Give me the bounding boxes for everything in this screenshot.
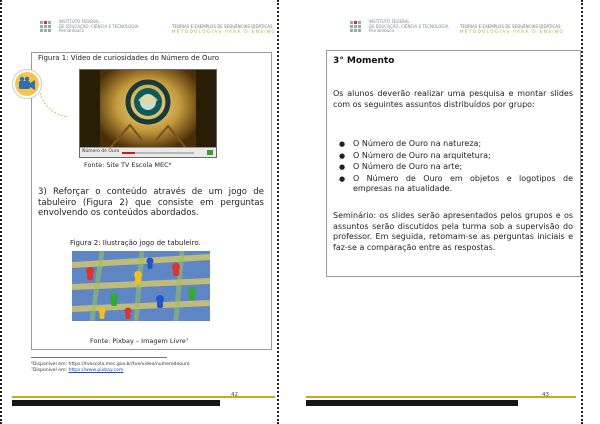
pixbay-link[interactable]: https://www.pixbay.com — [68, 368, 124, 373]
figure2-source: Fonte: Pixbay – Imagem Livre⁷ — [90, 337, 189, 345]
item3-text: 3) Reforçar o conteúdo através de um jogo de tabuleiro (Figura 2) que consiste em perguntas envolvendo os conteúdos abordados. — [38, 187, 264, 218]
figure2-caption: Figura 2: Ilustração jogo de tabuleiro. — [70, 239, 201, 247]
institution-logo — [40, 21, 56, 35]
board-game-photo — [72, 251, 210, 321]
video-progress-bar[interactable] — [122, 152, 194, 154]
institution-name — [369, 20, 448, 34]
institution-logo — [350, 21, 366, 35]
footer-bar — [306, 400, 518, 406]
institution-name — [59, 20, 138, 34]
figure1-caption: Figura 1: Vídeo de curiosidades do Número de Ouro — [38, 54, 219, 62]
book-subtitle: METODOLOGIAS PARA O ENSINO — [460, 29, 565, 34]
book-title-line: TEORIAS E EXEMPLOS DE SEQUÊNCIAS DIDÁTICAS — [172, 24, 273, 29]
video-progress-fill — [122, 152, 135, 154]
left-page — [0, 0, 289, 424]
video-controls — [80, 147, 216, 157]
book-title-line: TEORIAS E EXEMPLOS DE SEQUÊNCIAS DIDÁTICAS — [460, 24, 561, 29]
topic-item: ● O Número de Ouro na arte; — [333, 162, 573, 173]
topic-item: ● O Número de Ouro em objetos e logotipos de empresas na atualidade. — [333, 174, 573, 195]
topic-item: ● O Número de Ouro na natureza; — [333, 139, 573, 150]
topic-item: ● O Número de Ouro na arquitetura; — [333, 151, 573, 162]
video-player[interactable] — [79, 69, 217, 158]
video-camera-icon — [12, 69, 42, 99]
institution-line: Pernambuco — [59, 28, 84, 34]
footer-gold-line — [306, 396, 576, 398]
footnote-7-prefix: ⁷Disponível em: — [31, 368, 69, 373]
moment-frame — [326, 50, 581, 277]
fullscreen-icon[interactable] — [207, 150, 213, 155]
footnote-6: ⁶Disponível em: https://tvescola.mec.gov.br/tve/video/numerodeouro — [31, 362, 190, 367]
callout-connector — [40, 93, 70, 123]
institution-line: INSTITUTO FEDERAL — [369, 19, 410, 24]
left-header — [40, 19, 280, 41]
video-frame — [80, 70, 216, 148]
left-page-fold — [277, 0, 279, 424]
right-page-edge — [581, 0, 583, 424]
right-page — [306, 0, 600, 424]
book-subtitle: METODOLOGIAS PARA O ENSINO — [172, 29, 277, 34]
page-number-right: 43 — [542, 392, 549, 398]
footnote-7 — [31, 368, 123, 374]
moment-intro: Os alunos deverão realizar uma pesquisa e montar slides com os seguintes assuntos distribuídos por grupo: — [333, 89, 573, 109]
topic-list — [333, 139, 573, 196]
left-page-edge — [0, 0, 2, 424]
footnote-divider — [31, 357, 167, 358]
video-title: Número de Ouro — [82, 149, 120, 154]
book-title — [172, 24, 276, 34]
footer-bar — [12, 400, 220, 406]
right-header — [350, 19, 590, 41]
institution-line: INSTITUTO FEDERAL — [59, 19, 100, 24]
book-title — [460, 24, 564, 34]
seminar-text: Seminário: os slides serão apresentados pelos grupos e os assuntos serão discutidos pela turma sob a supervisão do professor. Em seguida, retomam-se as perguntas iniciais e faz-se a comparação entre as respostas. — [333, 211, 573, 252]
page-number-left: 42 — [231, 392, 238, 398]
institution-line: DE EDUCAÇÃO, CIÊNCIA E TECNOLOGIA — [369, 23, 449, 29]
content-frame — [31, 52, 272, 350]
institution-line: Pernambuco — [369, 28, 394, 34]
moment-title: 3° Momento — [333, 56, 395, 66]
figure1-source: Fonte: Site TV Escola MEC⁶ — [84, 161, 172, 169]
institution-line: DE EDUCAÇÃO, CIÊNCIA E TECNOLOGIA — [59, 23, 139, 29]
